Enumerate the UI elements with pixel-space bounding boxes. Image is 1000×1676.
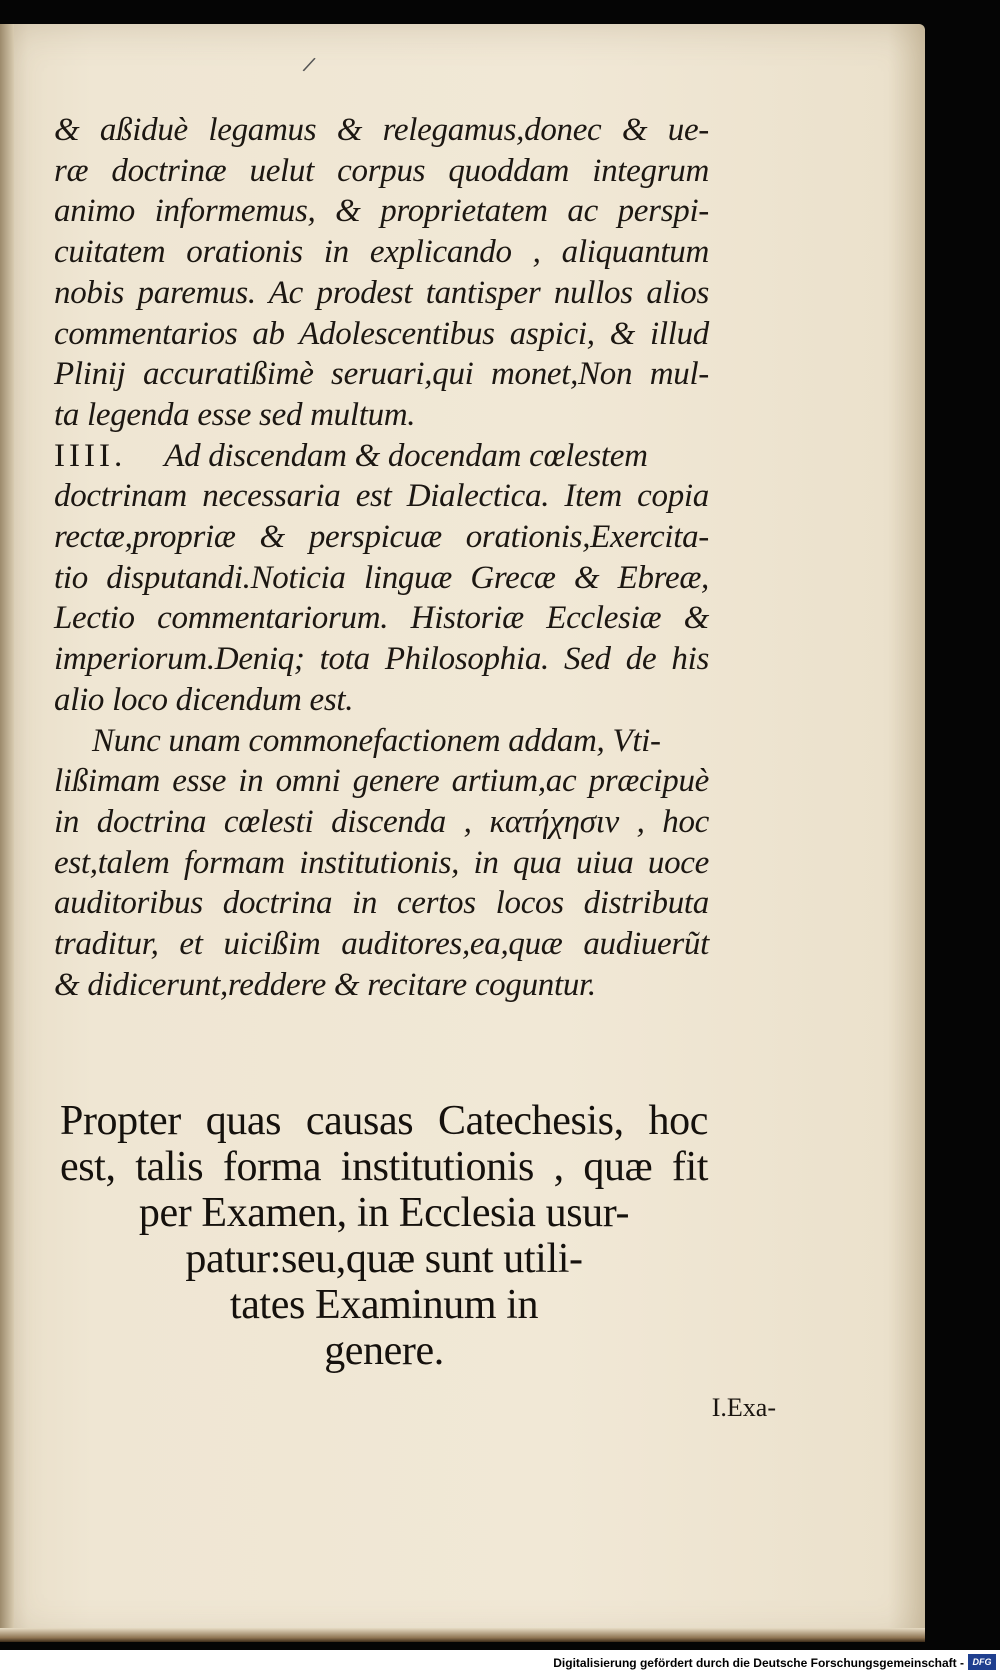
heading-line: genere.: [324, 1328, 444, 1374]
footer-credit: Digitalisierung gefördert durch die Deutsche Forschungsgemeinschaft -: [553, 1656, 964, 1670]
text-line: in doctrina cœlesti discenda , κατήχησιν , hoc: [54, 803, 709, 840]
text-line-numbered: [54, 436, 709, 477]
text-line: lißimam esse in omni genere artium,ac præcipuè: [54, 763, 709, 800]
text-line: Plinij accuratißimè seruari,qui monet,Non mul-: [54, 356, 709, 393]
heading-line: per Examen, in Ecclesia usur-: [138, 1190, 630, 1236]
text-line: tio disputandi.Noticia linguæ Grecæ & Ebreæ,: [54, 559, 709, 596]
section-heading: [60, 1098, 708, 1374]
pencil-mark: /: [301, 51, 318, 77]
body-text: [54, 110, 709, 1005]
text-line: ta legenda esse sed multum.: [54, 396, 416, 433]
text-line: & didicerunt,reddere & recitare coguntur.: [54, 966, 596, 1003]
dfg-logo: DFG: [968, 1654, 996, 1670]
footer-bar: [0, 1650, 1000, 1676]
text-line: rectæ,propriæ & perspicuæ orationis,Exercita-: [54, 519, 709, 556]
text-line: imperiorum.Deniq; tota Philosophia. Sed de his: [54, 641, 709, 678]
text-line: nobis paremus. Ac prodest tantisper nullos alios: [54, 274, 709, 311]
section-numeral: IIII.: [54, 437, 127, 474]
text-line: auditoribus doctrina in certos locos distributa: [54, 885, 709, 922]
heading-line: patur:seu,quæ sunt utili-: [185, 1236, 583, 1282]
text-line: Lectio commentariorum. Historiæ Ecclesiæ &: [54, 600, 709, 637]
heading-line: Propter quas causas Catechesis, hoc: [60, 1098, 708, 1144]
heading-line: est, talis forma institutionis , quæ fit: [60, 1144, 708, 1190]
page-spine-shadow: [0, 24, 14, 1642]
text-line: ræ doctrinæ uelut corpus quoddam integrum: [54, 152, 709, 189]
text-line: traditur, et uicißim auditores,ea,quæ audiuerũt: [54, 926, 709, 963]
text-line-indented: Nunc unam commonefactionem addam, Vti-: [92, 722, 661, 759]
heading-line: tates Examinum in: [229, 1282, 539, 1328]
text-line-content: Ad discendam & docendam cœlestem: [164, 437, 648, 474]
text-line: & aßiduè legamus & relegamus,donec & ue-: [54, 112, 709, 148]
text-line: cuitatem orationis in explicando , aliquantum: [54, 234, 709, 271]
text-line: est,talem formam institutionis, in qua uiua uoce: [54, 844, 709, 881]
catchword: I.Exa-: [711, 1393, 776, 1422]
text-line: animo informemus, & proprietatem ac perspi-: [54, 193, 709, 230]
page-bottom-edge: [0, 1628, 925, 1642]
text-line: alio loco dicendum est.: [54, 681, 354, 718]
text-line: doctrinam necessaria est Dialectica. Item copia: [54, 478, 709, 515]
text-line: commentarios ab Adolescentibus aspici, & illud: [54, 315, 709, 352]
